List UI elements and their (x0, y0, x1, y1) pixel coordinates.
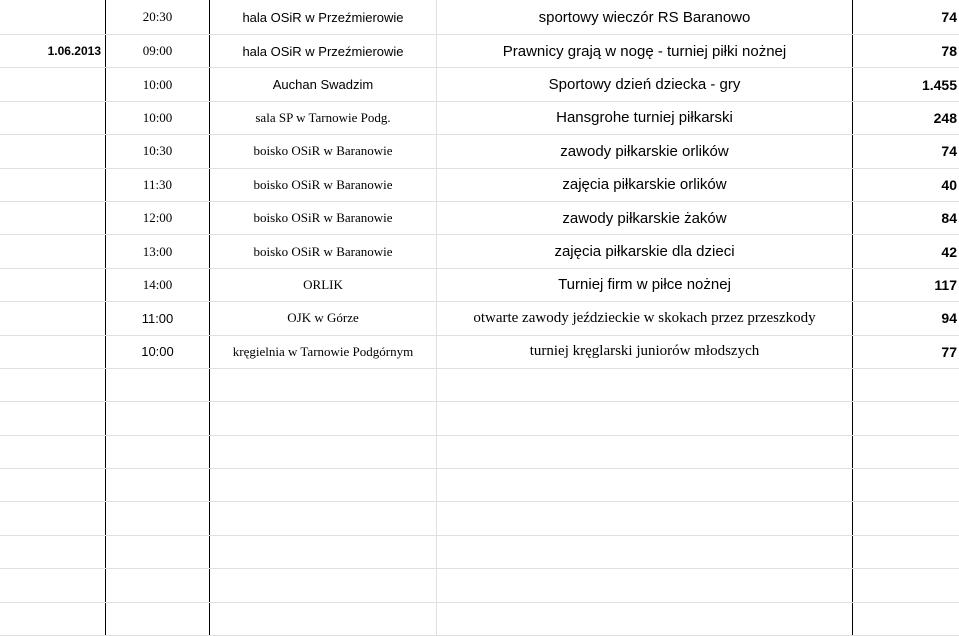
empty-cell (106, 435, 210, 468)
participants-cell: 84 (853, 201, 959, 234)
time-cell: 12:00 (106, 201, 210, 234)
empty-cell (853, 402, 959, 435)
date-cell (0, 101, 106, 134)
empty-cell (210, 602, 437, 635)
empty-cell (0, 368, 106, 401)
empty-row (0, 402, 959, 435)
empty-cell (437, 569, 853, 602)
table-row (0, 0, 959, 35)
empty-cell (0, 535, 106, 568)
table-row (0, 35, 959, 68)
time-cell: 14:00 (106, 268, 210, 301)
empty-cell (437, 469, 853, 502)
venue-cell: boisko OSiR w Baranowie (210, 201, 437, 234)
empty-cell (106, 469, 210, 502)
event-cell: zajęcia piłkarskie dla dzieci (437, 235, 853, 268)
empty-row (0, 502, 959, 535)
participants-cell: 117 (853, 268, 959, 301)
time-cell: 10:00 (106, 68, 210, 101)
empty-row (0, 368, 959, 401)
table-row (0, 135, 959, 168)
event-cell: zawody piłkarskie żaków (437, 201, 853, 234)
empty-cell (437, 435, 853, 468)
time-cell: 20:30 (106, 0, 210, 35)
empty-cell (853, 602, 959, 635)
empty-cell (853, 435, 959, 468)
table-row (0, 68, 959, 101)
participants-cell: 78 (853, 35, 959, 68)
empty-cell (853, 368, 959, 401)
date-cell (0, 135, 106, 168)
event-cell: otwarte zawody jeździeckie w skokach przez przeszkody (437, 302, 853, 335)
participants-cell: 42 (853, 235, 959, 268)
venue-cell: hala OSiR w Przeźmierowie (210, 35, 437, 68)
empty-cell (210, 402, 437, 435)
empty-cell (437, 535, 853, 568)
empty-cell (106, 368, 210, 401)
event-cell: Prawnicy grają w nogę - turniej piłki nożnej (437, 35, 853, 68)
empty-cell (853, 569, 959, 602)
time-cell: 10:00 (106, 101, 210, 134)
venue-cell: sala SP w Tarnowie Podg. (210, 101, 437, 134)
date-cell (0, 268, 106, 301)
time-cell: 11:30 (106, 168, 210, 201)
date-cell (0, 235, 106, 268)
empty-cell (437, 368, 853, 401)
empty-cell (210, 469, 437, 502)
empty-cell (437, 602, 853, 635)
venue-cell: boisko OSiR w Baranowie (210, 168, 437, 201)
table-row (0, 101, 959, 134)
venue-cell: kręgielnia w Tarnowie Podgórnym (210, 335, 437, 368)
empty-cell (106, 569, 210, 602)
participants-cell: 77 (853, 335, 959, 368)
time-cell: 11:00 (106, 302, 210, 335)
date-cell (0, 201, 106, 234)
table-row (0, 335, 959, 368)
empty-row (0, 469, 959, 502)
table-row (0, 235, 959, 268)
empty-cell (210, 435, 437, 468)
date-cell (0, 302, 106, 335)
empty-cell (853, 502, 959, 535)
empty-cell (106, 402, 210, 435)
empty-cell (210, 502, 437, 535)
empty-cell (210, 368, 437, 401)
table-row (0, 302, 959, 335)
time-cell: 10:00 (106, 335, 210, 368)
empty-cell (0, 435, 106, 468)
time-cell: 10:30 (106, 135, 210, 168)
venue-cell: hala OSiR w Przeźmierowie (210, 0, 437, 35)
participants-cell: 74 (853, 0, 959, 35)
time-cell: 13:00 (106, 235, 210, 268)
empty-cell (853, 469, 959, 502)
empty-row (0, 535, 959, 568)
event-cell: zajęcia piłkarskie orlików (437, 168, 853, 201)
empty-row (0, 569, 959, 602)
venue-cell: OJK w Górze (210, 302, 437, 335)
time-cell: 09:00 (106, 35, 210, 68)
empty-cell (853, 535, 959, 568)
table-row (0, 201, 959, 234)
empty-cell (437, 402, 853, 435)
event-cell: sportowy wieczór RS Baranowo (437, 0, 853, 35)
event-cell: Turniej firm w piłce nożnej (437, 268, 853, 301)
table-row (0, 268, 959, 301)
empty-cell (106, 535, 210, 568)
event-cell: Sportowy dzień dziecka - gry (437, 68, 853, 101)
empty-cell (210, 569, 437, 602)
participants-cell: 94 (853, 302, 959, 335)
table-row (0, 168, 959, 201)
date-cell (0, 168, 106, 201)
participants-cell: 248 (853, 101, 959, 134)
date-cell (0, 68, 106, 101)
empty-row (0, 435, 959, 468)
date-cell (0, 0, 106, 35)
participants-cell: 1.455 (853, 68, 959, 101)
event-cell: turniej kręglarski juniorów młodszych (437, 335, 853, 368)
empty-cell (0, 502, 106, 535)
empty-cell (437, 502, 853, 535)
empty-cell (106, 502, 210, 535)
empty-cell (210, 535, 437, 568)
participants-cell: 40 (853, 168, 959, 201)
event-cell: zawody piłkarskie orlików (437, 135, 853, 168)
empty-cell (0, 569, 106, 602)
venue-cell: ORLIK (210, 268, 437, 301)
empty-cell (106, 602, 210, 635)
date-cell (0, 335, 106, 368)
date-cell: 1.06.2013 (0, 35, 106, 68)
event-cell: Hansgrohe turniej piłkarski (437, 101, 853, 134)
venue-cell: Auchan Swadzim (210, 68, 437, 101)
empty-row (0, 602, 959, 635)
empty-cell (0, 469, 106, 502)
venue-cell: boisko OSiR w Baranowie (210, 135, 437, 168)
venue-cell: boisko OSiR w Baranowie (210, 235, 437, 268)
empty-cell (0, 602, 106, 635)
participants-cell: 74 (853, 135, 959, 168)
empty-cell (0, 402, 106, 435)
